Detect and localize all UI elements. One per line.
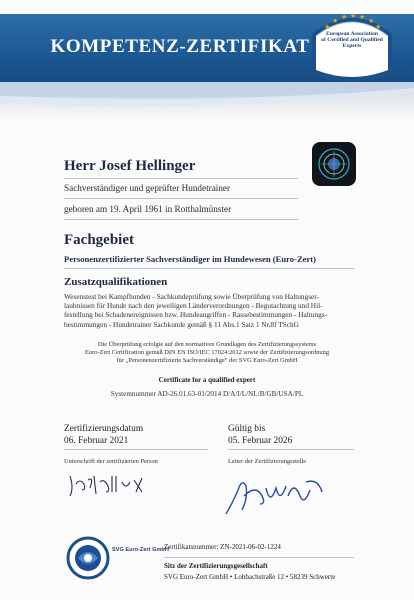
divider xyxy=(64,449,208,450)
basis-text xyxy=(40,341,374,365)
svg-text:★: ★ xyxy=(341,14,348,21)
person-name: Herr Josef Hellinger xyxy=(64,158,196,174)
svg-text:★: ★ xyxy=(359,14,366,21)
svg-text:★: ★ xyxy=(368,18,375,25)
badge-line: European Association xyxy=(326,31,378,37)
field-heading: Fachgebiet xyxy=(64,232,134,248)
divider xyxy=(64,198,298,199)
holder-signature xyxy=(64,470,154,500)
valid-label: Gültig bis xyxy=(228,424,266,434)
certificate-title: KOMPETENZ-ZERTIFIKAT xyxy=(50,36,310,57)
issued-date: 06. Februar 2021 xyxy=(64,436,129,446)
person-birth: geboren am 19. April 1961 in Rotthalmünster xyxy=(64,204,232,214)
svg-eurozert-logo xyxy=(64,534,112,582)
head-signature-label: Leiter der Zertifizierungsstelle xyxy=(228,458,307,465)
extra-line: Wesenstest bei Kampfhunden - Sachkundeprüfung sowie Überprüfung von Haltungser- xyxy=(64,292,319,301)
extra-text xyxy=(64,292,354,329)
extra-line: bestimmungen - Hundetrainer Sachkunde gemäß § 11 Abs.1 Satz 1 Nr.8f TSchG xyxy=(64,319,299,329)
divider xyxy=(228,449,354,450)
divider xyxy=(64,219,298,220)
divider xyxy=(64,178,298,179)
hologram-seal xyxy=(312,142,356,186)
issued-label: Zertifizierungsdatum xyxy=(64,424,144,434)
banner-swoosh xyxy=(0,82,414,118)
extra-heading: Zusatzqualifikationen xyxy=(64,276,168,288)
certificate-note: Certificate for a qualified expert xyxy=(158,376,256,384)
certificate-number: Zertifikatsnummer: ZN-2021-06-02-1224 xyxy=(164,543,281,551)
company-address: SVG Euro-Zert GmbH • Lohbachstraße 12 • 58239 Schwerte xyxy=(164,573,336,581)
basis-line: für „Personenzertifizierte Sachverständige“ der SVG Euro-Zert GmbH xyxy=(116,357,298,364)
head-signature xyxy=(222,470,332,520)
badge-line: of Certified and Qualified xyxy=(321,37,383,44)
extra-line: festellung bei Schadenereignissen bzw. Hundeangriffen - Rassebestimmungen - Haltungs- xyxy=(64,310,328,320)
svg-text:★: ★ xyxy=(332,18,339,25)
field-subject: Personenzertifizierter Sachverständiger im Hundewesen (Euro-Zert) xyxy=(64,254,317,264)
valid-date: 05. Februar 2026 xyxy=(228,436,293,446)
basis-line: Euro-Zert Certification gemäß DIN EN ISO/IEC 17024:2012 sowie der Zertifizierungsordnung xyxy=(84,349,330,356)
divider xyxy=(164,557,354,558)
hologram-icon xyxy=(312,142,356,186)
person-role: Sachverständiger und geprüfter Hundetrainer xyxy=(64,183,231,193)
badge-text xyxy=(316,31,388,50)
system-number: Systemnummer AD-26.01.63-01/2014 D/A/I/L/NL/B/GB/USA/PL xyxy=(110,390,304,398)
extra-line: laubnissen für Hunde nach den jeweiligen Länderverordnungen - Begutachtung und Hil- xyxy=(64,301,323,311)
logo-label: SVG Euro-Zert GmbH xyxy=(112,547,169,553)
divider xyxy=(64,268,354,269)
holder-signature-label: Unterschrift der zertifizierten Person xyxy=(64,458,158,465)
badge-line: Experts xyxy=(342,43,362,50)
company-heading: Sitz der Zertifizierungsgesellschaft xyxy=(164,562,268,570)
svg-text:★: ★ xyxy=(324,24,331,31)
svg-text:★: ★ xyxy=(375,24,382,31)
basis-line: Die Überprüfung erfolgte auf den normativen Grundlagen des Zertifizierungssystems xyxy=(97,341,317,348)
svg-text:★: ★ xyxy=(350,13,357,20)
